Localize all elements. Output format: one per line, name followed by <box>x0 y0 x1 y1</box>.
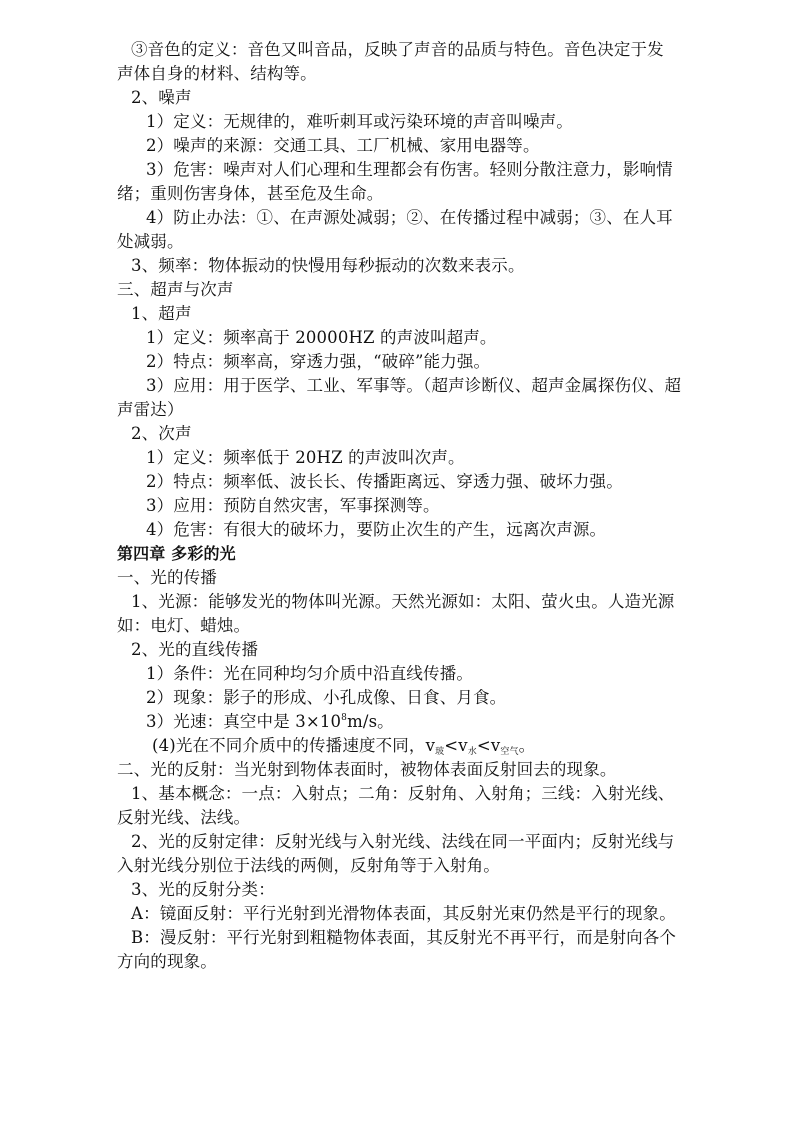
text-line: 2）特点：频率低、波长长、传播距离远、穿透力强、破坏力强。 <box>146 472 623 491</box>
v-glass: $v_玻$ <box>425 736 445 757</box>
text-line: 4）危害：有很大的破坏力，要防止次生的产生，远离次声源。 <box>146 520 607 539</box>
text-line: 3）危害：噪声对人们心理和生理都会有伤害。轻则分散注意力，影响情 <box>146 160 673 179</box>
text-line: 1、基本概念：一点：入射点；二角：反射角、入射角；三线：入射光线、 <box>131 784 675 803</box>
text-line: 方向的现象。 <box>117 952 217 971</box>
text-line: 1）条件：光在同种均匀介质中沿直线传播。 <box>146 664 473 683</box>
text-line: 3）应用：用于医学、工业、军事等。（超声诊断仪、超声金属探伤仪、超 <box>146 376 682 395</box>
v-air: $v_{空气}$ <box>490 736 519 757</box>
section-heading: 3、光的反射分类： <box>131 880 275 899</box>
text-line: B：漫反射：平行光射到粗糙物体表面，其反射光不再平行，而是射向各个 <box>131 928 677 947</box>
text-line: A：镜面反射：平行光射到光滑物体表面，其反射光束仍然是平行的现象。 <box>131 904 676 923</box>
text-line: 2）现象：影子的形成、小孔成像、日食、月食。 <box>146 688 507 707</box>
section-heading: 2、光的直线传播 <box>131 640 259 659</box>
text-line: 绪；重则伤害身体，甚至危及生命。 <box>117 184 384 203</box>
section-heading: 2、噪声 <box>131 88 192 107</box>
media-text: (4)光在不同介质中的传播速度不同， <box>152 736 426 755</box>
text-line: 3、频率：物体振动的快慢用每秒振动的次数来表示。 <box>131 256 525 275</box>
section-heading: 2、次声 <box>131 424 192 443</box>
text-line: 反射光线、法线。 <box>117 808 251 827</box>
text-line: 声体自身的材料、结构等。 <box>117 64 317 83</box>
text-line: 2）特点：频率高，穿透力强，“破碎”能力强。 <box>146 352 491 371</box>
section-heading: 二、光的反射：当光射到物体表面时，被物体表面反射回去的现象。 <box>117 760 617 779</box>
section-heading: 1、超声 <box>131 304 192 323</box>
text-line: 1、光源：能够发光的物体叫光源。天然光源如：太阳、萤火虫。人造光源 <box>131 592 675 611</box>
chapter-title: 第四章 多彩的光 <box>117 544 236 563</box>
v-water: $v_水$ <box>458 736 477 757</box>
section-heading: 一、光的传播 <box>117 568 217 587</box>
text-line-media: (4)光在不同介质中的传播速度不同，$v_玻<v_水<v_{空气}$。 <box>152 736 536 757</box>
text-line: 处减弱。 <box>117 232 184 251</box>
text-line: 1）定义：无规律的，难听刺耳或污染环境的声音叫噪声。 <box>146 112 573 131</box>
speed-exponent: 8 <box>341 713 348 723</box>
text-line: 如：电灯、蜡烛。 <box>117 616 251 635</box>
speed-unit: m/s。 <box>347 712 394 731</box>
text-line: 2、光的反射定律：反射光线与入射光线、法线在同一平面内；反射光线与 <box>131 832 675 851</box>
text-line: ③音色的定义：音色又叫音品，反映了声音的品质与特色。音色决定于发 <box>131 40 664 59</box>
text-line: 1）定义：频率高于 20000HZ 的声波叫超声。 <box>146 328 497 347</box>
text-line: 2）噪声的来源：交通工具、工厂机械、家用电器等。 <box>146 136 540 155</box>
text-line: 声雷达） <box>117 400 184 419</box>
speed-text: 3）光速：真空中是 3×10 <box>146 712 342 731</box>
section-heading: 三、超声与次声 <box>117 280 234 299</box>
text-line-speed <box>0 710 800 734</box>
text-line: 入射光线分别位于法线的两侧，反射角等于入射角。 <box>117 856 500 875</box>
text-line: 1）定义：频率低于 20HZ 的声波叫次声。 <box>146 448 465 467</box>
text-line: 4）防止办法：①、在声源处减弱；②、在传播过程中减弱；③、在人耳 <box>146 208 673 227</box>
text-line: 3）应用：预防自然灾害，军事探测等。 <box>146 496 440 515</box>
